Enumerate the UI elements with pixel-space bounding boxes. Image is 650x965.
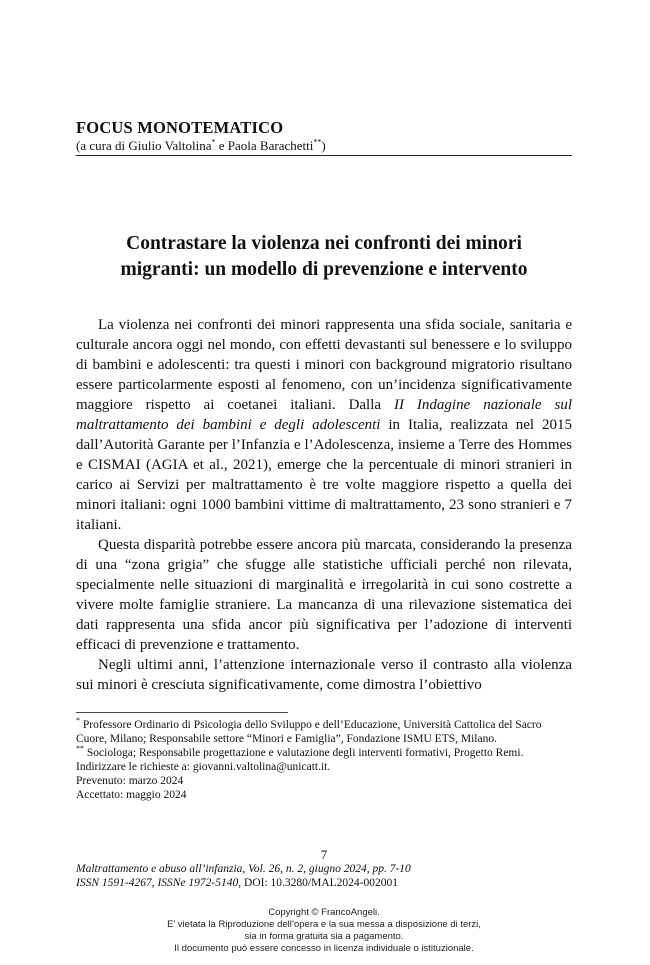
paragraph-2: Questa disparità potrebbe essere ancora più marcata, considerando la presenza di una “zona grigia” che sfugge alle statistiche ufficiali perché non rilevata, specialmente nelle situazioni di marginalità e irregolarità in cui sono costrette a vivere molte famiglie straniere. La mancanza di una rilevazione sistematica dei dati rappresenta una sfida ancor più significativa per l’adozione di interventi efficaci di prevenzione e trattamento. xyxy=(76,537,572,653)
curators-suffix: ) xyxy=(321,138,326,153)
copyright-line-2: E’ vietata la Riproduzione dell’opera e la sua messa a disposizione di terzi, xyxy=(167,919,481,930)
curators-mid: e Paola Barachetti xyxy=(215,138,314,153)
journal-line-2 xyxy=(76,876,572,890)
paragraph-1-part-a: La violenza nei confronti dei minori rappresenta una sfida sociale, sanitaria e culturale ancora oggi nel mondo, con effetti devastanti sul benessere e lo sviluppo di bambini e adolescenti: tra questi i minori con background migratorio risultano essere particolarmente esposti al fenomeno, con un’incidenza significativamente maggiore rispetto ai coetanei italiani. Dalla xyxy=(76,317,572,413)
section-title: FOCUS MONOTEMATICO xyxy=(76,118,284,137)
page-number: 7 xyxy=(320,847,328,862)
journal-citation xyxy=(76,862,572,890)
copyright-line-4: Il documento può essere concesso in licenza individuale o istituzionale. xyxy=(174,943,474,954)
copyright-line-1: Copyright © FrancoAngeli. xyxy=(268,907,380,918)
footnote-rule xyxy=(76,712,288,713)
article-title: Contrastare la violenza nei confronti dei minori migranti: un modello di prevenzione e intervento xyxy=(120,233,528,280)
footnote-1-mark: * xyxy=(76,716,80,726)
section-header xyxy=(76,118,572,154)
footnote-mark-2: ** xyxy=(313,137,322,147)
journal-line-1: Maltrattamento e abuso all’infanzia, Vol. 26, n. 2, giugno 2024, pp. 7-10 xyxy=(76,863,411,875)
received-date: Prevenuto: marzo 2024 xyxy=(76,775,184,787)
accepted-date: Accettato: maggio 2024 xyxy=(76,789,187,801)
article-body xyxy=(76,315,572,695)
journal-doi: DOI: 10.3280/MAL2024-002001 xyxy=(241,877,398,889)
curators-prefix: (a cura di Giulio Valtolina xyxy=(76,138,212,153)
paragraph-3: Negli ultimi anni, l’attenzione internazionale verso il contrasto alla violenza sui minori è cresciuta significativamente, come dimostra l’obiettivo xyxy=(76,657,572,693)
paragraph-1 xyxy=(76,315,572,535)
footnote-2-mark: ** xyxy=(76,744,84,754)
journal-issn: ISSN 1591-4267, ISSNe 1972-5140, xyxy=(76,877,242,889)
header-rule xyxy=(76,155,572,156)
footnote-mark-1: * xyxy=(211,137,216,147)
copyright-notice xyxy=(76,907,572,955)
footnote-1-text: Professore Ordinario di Psicologia dello Sviluppo e dell’Educazione, Università Cattolica del Sacro Cuore, Milano; Responsabile settore “Minori e Famiglia”, Fondazione ISMU ETS, Milano. xyxy=(76,719,542,745)
footnotes xyxy=(76,718,572,802)
footnote-1 xyxy=(76,718,572,746)
paragraph-1-part-b: in Italia, realizzata nel 2015 dall’Autorità Garante per l’Infanzia e l’Adolescenza, insieme a Terre des Hommes e CISMAI (AGIA et al., 2021), emerge che la percentuale di minori stranieri in carico ai Servizi per maltrattamento è tre volte maggiore rispetto a quella dei minori italiani: ogni 1000 bambini vittime di maltrattamento, 23 sono stranieri e 7 italiani. xyxy=(76,417,572,533)
contact-line: Indirizzare le richieste a: giovanni.valtolina@unicatt.it. xyxy=(76,761,331,773)
paragraph-1-italic: II Indagine nazionale sul maltrattamento dei bambini e degli adolescenti xyxy=(76,397,572,433)
copyright-line-3: sia in forma gratuita sia a pagamento. xyxy=(244,931,404,942)
footnote-2 xyxy=(76,746,572,760)
section-curators xyxy=(76,138,572,154)
footnote-2-text: Sociologa; Responsabile progettazione e valutazione degli interventi formativi, Progetto Remi. xyxy=(84,747,524,759)
